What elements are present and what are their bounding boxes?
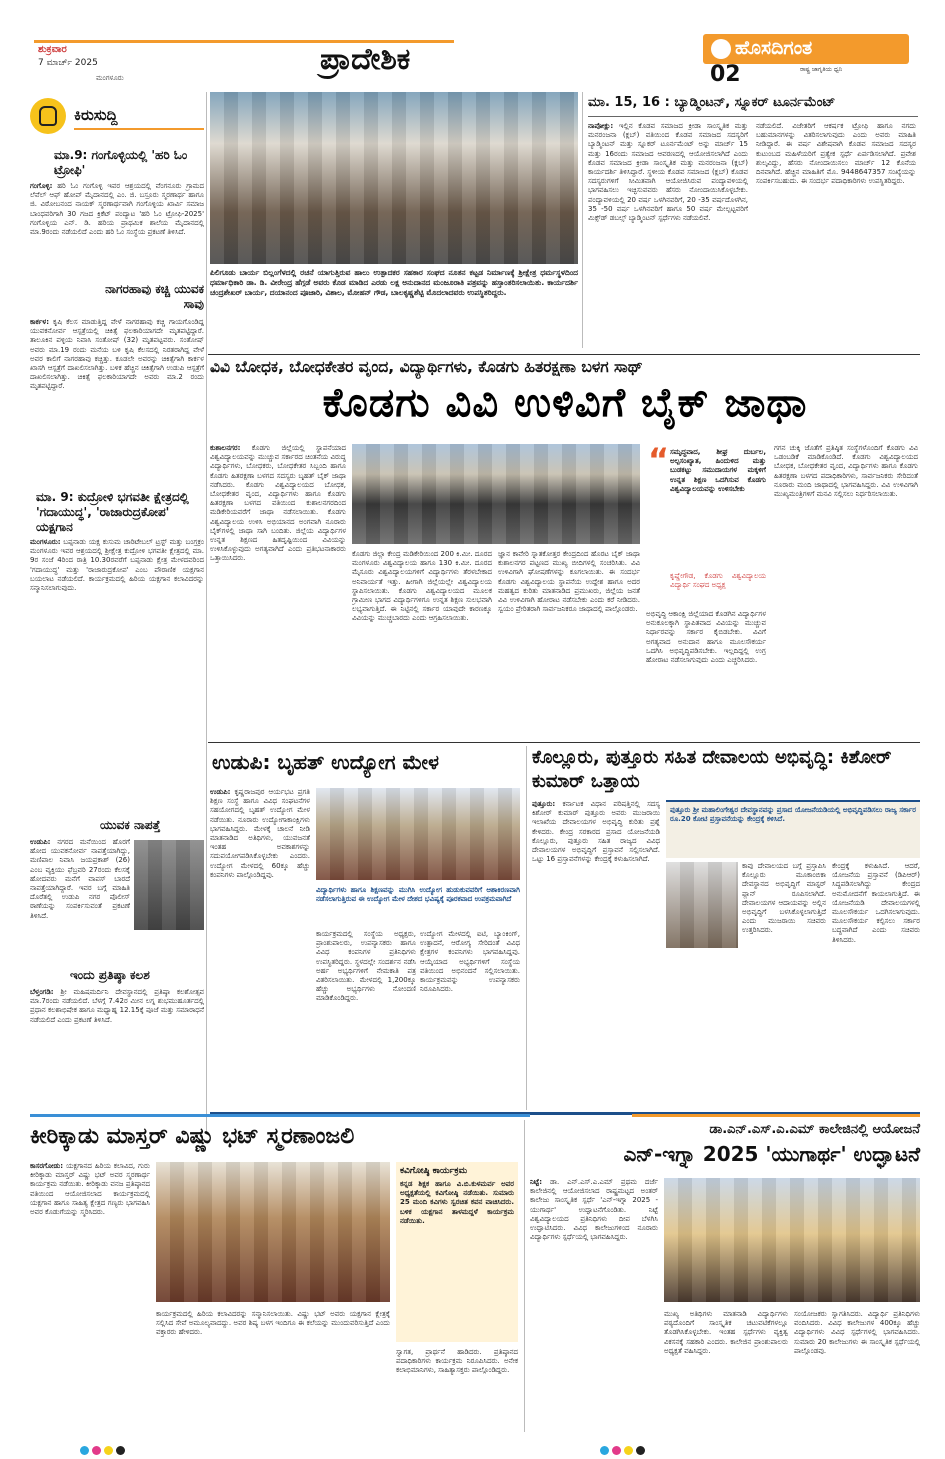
kiru-item-body: ಗಂಗೊಳ್ಳಿ: ಹರಿ ಓಂ ಗಂಗೊಳ್ಳಿ ಇವರ ಆಶ್ರಯದಲ್ಲಿ ವೆಂಗನೂರು ಗ್ರಾಮದ ಲೆವೆಲ್ ಆಫ್ ಹೋಪ್ ಮೈದಾನದಲ್ಲಿ ಎಂ. ಜಿ. ಬಸ್ರೂರು ಸ್ಮರಣಾರ್ಥ ಹಾಗೂ ಜಿ. ವಿಠೋಬನಂದ ನಾಯಕ್ ಸ್ಮರಣಾರ್ಥವಾಗಿ ಗಂಗೊಳ್ಳಿಯ ಖಾರ್ವಿ ಸಮಾಜ ಬಾಂಧವರಿಗಾಗಿ 30 ಗಜದ ಕ್ರಿಕೆಟ್ ಪಂದ್ಯಾಟ 'ಹರಿ ಓಂ ಟ್ರೋಫಿ-2025' ಗಂಗೊಳ್ಳಿಯ ಎನ್. ಡಿ. ಹರಿಯ ಪ್ರಾಥಮಿಕ ಶಾಲೆಯ ಮೈದಾನದಲ್ಲಿ ಮಾ.9ರಂದು ನಡೆಯಲಿದೆ ಎಂದು ಹರಿ ಓಂ ಸಂಸ್ಥೆಯ ಪ್ರಕಟಣೆ ತಿಳಿಸಿದೆ. (30, 182, 204, 237)
kiru-item-title: ಮಾ.9: ಗಂಗೊಳ್ಳಿಯಲ್ಲಿ 'ಹರಿ ಓಂ ಟ್ರೋಫಿ' (54, 148, 188, 177)
kiru-item-title: ನಾಗರಹಾವು ಕಚ್ಚಿ ಯುವಕ ಸಾವು (105, 282, 204, 311)
nitte-col2: ಮುಖ್ಯ ಅತಿಥಿಗಳು ಮಾತನಾಡಿ ವಿದ್ಯಾರ್ಥಿಗಳು ಪಠ್ಯದೊಂದಿಗೆ ಸಾಂಸ್ಕೃತಿಕ ಚಟುವಟಿಕೆಗಳಲ್ಲೂ ತೊಡಗಿಸಿಕೊಳ್ಳಬೇಕು. ಇಂತಹ ಸ್ಪರ್ಧೆಗಳು ವ್ಯಕ್ತಿತ್ವ ವಿಕಸನಕ್ಕೆ ಸಹಕಾರಿ ಎಂದರು. ಕಾಲೇಜಿನ ಪ್ರಾಂಶುಪಾಲರು ಅಧ್ಯಕ್ಷತೆ ವಹಿಸಿದ್ದರು. (664, 1310, 788, 1355)
nitte-event-photo (664, 1178, 920, 1302)
kiru-item-body: ಉಡುಪಿ: ನಗರದ ಮನೆಯಿಂದ ಹೊರಗೆ ಹೋದ ಯುವಕನೋರ್ವ ನಾಪತ್ತೆಯಾಗಿದ್ದು, ಮಣಿಪಾಲ ನಿವಾಸಿ ಜಯಪ್ರಕಾಶ್ (26) ಎಂಬ ವ್ಯಕ್ತಿಯು ಫೆಬ್ರವರಿ 27ರಂದು ಕೆಲಸಕ್ಕೆ ಹೋದವರು ಮನೆಗೆ ವಾಪಸ್ ಬಾರದೆ ನಾಪತ್ತೆಯಾಗಿದ್ದಾರೆ. ಇವರ ಬಗ್ಗೆ ಮಾಹಿತಿ ದೊರೆತಲ್ಲಿ ಉಡುಪಿ ನಗರ ಪೊಲೀಸ್ ಠಾಣೆಯನ್ನು ಸಂಪರ್ಕಿಸುವಂತೆ ಪ್ರಕಟಣೆ ತಿಳಿಸಿದೆ. (30, 838, 130, 920)
badminton-body-cont: ನಡೆಯಲಿದೆ. ವಿಜೇತರಿಗೆ ಆಕರ್ಷಕ ಟ್ರೋಫಿ ಹಾಗೂ ನಗದು ಬಹುಮಾನಗಳನ್ನು ವಿತರಿಸಲಾಗುವುದು ಎಂದು ಅವರು ಮಾಹಿತಿ ನೀಡಿದ್ದಾರೆ. ಈ ವರ್ಷ ವಿಶೇಷವಾಗಿ ಕೊಡವ ಸಮಾಜದ ಸದಸ್ಯರ ಕುಟುಂಬದ ಮಹಿಳೆಯರಿಗೆ ಪ್ರತ್ಯೇಕ ಸ್ಪರ್ಧೆ ಏರ್ಪಡಿಸಲಾಗಿದೆ. ಪ್ರವೇಶ ಶುಲ್ಕವಿದ್ದು, ಹೆಸರು ನೋಂದಾಯಿಸಲು ಮಾರ್ಚ್ 12 ಕೊನೆಯ ದಿನವಾಗಿದೆ. ಹೆಚ್ಚಿನ ಮಾಹಿತಿಗೆ ಮೊ. 9448647357 ಸಂಖ್ಯೆಯನ್ನು ಸಂಪರ್ಕಿಸಬಹುದು. ಈ ಸಂದರ್ಭ ಪದಾಧಿಕಾರಿಗಳು ಉಪಸ್ಥಿತರಿದ್ದರು. (756, 122, 916, 186)
black-dot (636, 1446, 645, 1455)
lead-quote-by: ಕೃಷ್ಣೇಗೌಡ, ಕೊಡಗು ವಿಶ್ವವಿದ್ಯಾಲಯ ವಿದ್ಯಾರ್ಥಿ ಸಂಘದ ಅಧ್ಯಕ್ಷ (670, 572, 766, 590)
lead-quote-box (646, 441, 766, 606)
kollur-col3: ಕೇಂದ್ರಕ್ಕೆ ಕಳುಹಿಸಿದೆ. ಆದರೆ, ಯೋಜನೆಯ ಪ್ರಸ್ತಾವನೆ (ಡಿಪಿಆರ್) ಸಿದ್ಧಪಡಿಸಲಾಗಿದ್ದು ಕೇಂದ್ರದ ಅನುಮೋದನೆಗೆ ಕಾಯಲಾಗುತ್ತಿದೆ. ಈ ಯೋಜನೆಯಡಿ ದೇವಾಲಯಗಳಲ್ಲಿ ಮೂಲಸೌಕರ್ಯ ಒದಗಿಸಲಾಗುವುದು. ಮೂಲಸೌಕರ್ಯ ಕಲ್ಪಿಸಲು ಸರ್ಕಾರ ಬದ್ಧವಾಗಿದೆ ಎಂದು ಸಚಿವರು ತಿಳಿಸಿದರು. (832, 862, 920, 944)
kollur-col2: ಕಾವು ದೇವಾಲಯದ ಬಗ್ಗೆ ಪ್ರಸ್ತಾಪಿಸಿ ಕೊಲ್ಲೂರು ಮೂಕಾಂಬಿಕಾ ದೇವಸ್ಥಾನದ ಅಭಿವೃದ್ಧಿಗೆ ಮಾಸ್ಟರ್ ಪ್ಲಾನ್ ರೂಪಿಸಲಾಗಿದೆ. ದೇವಾಲಯಗಳ ಆದಾಯವನ್ನು ಅಲ್ಲಿನ ಅಭಿವೃದ್ಧಿಗೆ ಬಳಸಿಕೊಳ್ಳಲಾಗುತ್ತಿದೆ ಎಂದು ಮುಜರಾಯಿ ಸಚಿವರು ಉತ್ತರಿಸಿದರು. (742, 862, 826, 935)
column-divider (582, 92, 583, 348)
pointing-hand-icon (39, 106, 57, 126)
kiru-item-title: ಇಂದು ಪ್ರತಿಷ್ಠಾ ಕಲಶ (70, 968, 150, 982)
quote-mark-icon: “ (648, 441, 670, 479)
cyan-dot (600, 1446, 609, 1455)
kishore-kumar-photo (666, 862, 738, 948)
section-rule (208, 354, 920, 355)
section-rule-accent (30, 1114, 530, 1117)
kollur-title: ಕೊಲ್ಲೂರು, ಪುತ್ತೂರು ಸಹಿತ ದೇವಾಲಯ ಅಭಿವೃದ್ಧಿ: ಕಿಶೋರ್ ಕುಮಾರ್ ಒತ್ತಾಯ (532, 747, 892, 792)
registration-dots (600, 1440, 648, 1459)
kiru-item-body: ಬೆಳ್ತಂಗಡಿ: ಶ್ರೀ ಮಹಿಷಮರ್ದಿನಿ ದೇವಸ್ಥಾನದಲ್ಲಿ ಪ್ರತಿಷ್ಠಾ ಕಲಶೋತ್ಸವ ಮಾ.7ರಂದು ನಡೆಯಲಿದೆ. ಬೆಳಗ್ಗೆ 7.42ರ ಮೀನ ಲಗ್ನ ಶುಭಮುಹೂರ್ತದಲ್ಲಿ ಪ್ರಧಾನ ಕಲಶಾಭಿಷೇಕ ಹಾಗೂ ಮಧ್ಯಾಹ್ನ 12.15ಕ್ಕೆ ಪೂಜೆ ಮತ್ತು ಸಮಾರಾಧನೆ ನಡೆಯಲಿದೆ ಎಂದು ಪ್ರಕಟಣೆ ತಿಳಿಸಿದೆ. (30, 988, 204, 1024)
masthead (0, 0, 945, 88)
yellow-dot (624, 1446, 633, 1455)
brand-tagline: ರಾಷ್ಟ್ರ ಜಾಗೃತಿಯ ಧ್ವನಿ (800, 66, 843, 73)
masthead-city: ಮಂಗಳೂರು (96, 74, 124, 82)
lead-col1: ಕುಶಾಲನಗರ: ಕೊಡಗು ಜಿಲ್ಲೆಯಲ್ಲಿ ಸ್ಥಾಪನೆಯಾದ ವಿಶ್ವವಿದ್ಯಾಲಯವನ್ನು ಮುಚ್ಚುವ ಸರ್ಕಾರದ ಚಿಂತನೆಯ ವಿರುದ್ಧ ವಿದ್ಯಾರ್ಥಿಗಳು, ಬೋಧಕರು, ಬೋಧಕೇತರ ಸಿಬ್ಬಂದಿ ಹಾಗೂ ಕೊಡಗು ಹಿತರಕ್ಷಣಾ ಬಳಗದ ಸದಸ್ಯರು ಬೃಹತ್ ಬೈಕ್ ಜಾಥಾ ನಡೆಸಿದರು. ಕೊಡಗು ವಿಶ್ವವಿದ್ಯಾಲಯದ ಬೋಧಕ, ಬೋಧಕೇತರ ವೃಂದ, ವಿದ್ಯಾರ್ಥಿಗಳು ಹಾಗೂ ಕೊಡಗು ಹಿತರಕ್ಷಣಾ ಬಳಗದ ವತಿಯಿಂದ ಕುಶಾಲನಗರದಿಂದ ಮಡಿಕೇರಿಯವರೆಗೆ ಜಾಥಾ ನಡೆಸಲಾಯಿತು. ಕೊಡಗು ವಿಶ್ವವಿದ್ಯಾಲಯ ಉಳಿಸಿ ಅಭಿಯಾನದ ಅಂಗವಾಗಿ ನೂರಾರು ಬೈಕ್‌ಗಳಲ್ಲಿ ಜಾಥಾ ಸಾಗಿ ಬಂದಿತು. ಜಿಲ್ಲೆಯ ವಿದ್ಯಾರ್ಥಿಗಳ ಉನ್ನತ ಶಿಕ್ಷಣದ ಹಿತದೃಷ್ಟಿಯಿಂದ ವಿವಿಯನ್ನು ಉಳಿಸಿಕೊಳ್ಳುವುದು ಅಗತ್ಯವಾಗಿದೆ ಎಂದು ಪ್ರತಿಭಟನಾಕಾರರು ಒತ್ತಾಯಿಸಿದರು. (210, 444, 346, 563)
vishnu-col3: ಸ್ವಾಗತ, ಪ್ರಾರ್ಥನೆ ಹಾಡಿದರು. ಪ್ರತಿಷ್ಠಾನದ ಪದಾಧಿಕಾರಿಗಳು ಕಾರ್ಯಕ್ರಮ ನಿರೂಪಿಸಿದರು. ಅನೇಕ ಕಲಾಭಿಮಾನಿಗಳು, ಸಾಹಿತ್ಯಾಸಕ್ತರು ಪಾಲ್ಗೊಂಡಿದ್ದರು. (396, 1348, 518, 1375)
column-divider (524, 1120, 525, 1432)
vishnu-box (396, 1162, 518, 1342)
section-rule-accent (632, 1114, 920, 1117)
nitte-col3: ಸಂಯೋಜಕರು ಸ್ವಾಗತಿಸಿದರು. ವಿದ್ಯಾರ್ಥಿ ಪ್ರತಿನಿಧಿಗಳು ವಂದಿಸಿದರು. ವಿವಿಧ ಕಾಲೇಜುಗಳ 400ಕ್ಕೂ ಹೆಚ್ಚು ವಿದ್ಯಾರ್ಥಿಗಳು ವಿವಿಧ ಸ್ಪರ್ಧೆಗಳಲ್ಲಿ ಭಾಗವಹಿಸಿದರು. ಸುಮಾರು 20 ಕಾಲೇಜುಗಳು ಈ ಸಾಂಸ್ಕೃತಿಕ ಸ್ಪರ್ಧೆಯಲ್ಲಿ ಪಾಲ್ಗೊಂಡವು. (794, 1310, 920, 1355)
milk-society-photo (210, 92, 578, 264)
brand-name: ಹೊಸದಿಗಂತ (735, 37, 813, 59)
kollur-box (666, 800, 920, 858)
lead-col2: ಕೊಡಗು ಜಿಲ್ಲಾ ಕೇಂದ್ರ ಮಡಿಕೇರಿಯಿಂದ 200 ಕಿ.ಮೀ. ದೂರದ ಮಂಗಳೂರು ವಿಶ್ವವಿದ್ಯಾಲಯ ಹಾಗೂ 130 ಕಿ.ಮೀ. ದೂರದ ಮೈಸೂರು ವಿಶ್ವವಿದ್ಯಾಲಯಗಳಿಗೆ ವಿದ್ಯಾರ್ಥಿಗಳು ತೆರಳಬೇಕಾದ ಅನಿವಾರ್ಯತೆ ಇತ್ತು. ಹೀಗಾಗಿ ಜಿಲ್ಲೆಯಲ್ಲೇ ವಿಶ್ವವಿದ್ಯಾಲಯ ಸ್ಥಾಪಿಸಲಾಯಿತು. ಕೊಡಗು ವಿಶ್ವವಿದ್ಯಾಲಯದ ಮೂಲಕ ಗ್ರಾಮೀಣ ಭಾಗದ ವಿದ್ಯಾರ್ಥಿಗಳಿಗೂ ಉನ್ನತ ಶಿಕ್ಷಣ ಸುಲಭವಾಗಿ ಲಭ್ಯವಾಗುತ್ತಿದೆ. ಈ ನಿಟ್ಟಿನಲ್ಲಿ ಸರ್ಕಾರ ಯಾವುದೇ ಕಾರಣಕ್ಕೂ ವಿವಿಯನ್ನು ಮುಚ್ಚಬಾರದು ಎಂದು ಆಗ್ರಹಿಸಲಾಯಿತು. (352, 550, 492, 623)
section-rule (208, 742, 920, 743)
bike-rally-photo (352, 444, 640, 544)
kiru-label: ಕಿರುಸುದ್ದಿ (74, 106, 118, 124)
cyan-dot (80, 1446, 89, 1455)
missing-person-photo (134, 840, 204, 930)
nitte-kicker: ಡಾ.ಎನ್.ಎಸ್.ಎ.ಎಮ್ ಕಾಲೇಜಿನಲ್ಲಿ ಆಯೋಜನೆ (709, 1122, 920, 1137)
page-number: 02 (710, 62, 741, 87)
brand-block (703, 34, 909, 64)
kiru-item-title: ಯುವಕ ನಾಪತ್ತೆ (100, 818, 161, 832)
black-dot (116, 1446, 125, 1455)
brand-logo-icon (711, 39, 731, 59)
vishnu-col1: ಕಾಸರಗೋಡು: ಯಕ್ಷಗಾನದ ಹಿರಿಯ ಕಲಾವಿದ, ಗುರು ಕೀರಿಕ್ಕಾಡು ಮಾಸ್ತರ್ ವಿಷ್ಣು ಭಟ್ ಅವರ ಸ್ಮರಣಾರ್ಥ ಕಾರ್ಯಕ್ರಮ ನಡೆಯಿತು. ಕೀರಿಕ್ಕಾಡು ವನಜ ಪ್ರತಿಷ್ಠಾನದ ವತಿಯಿಂದ ಆಯೋಜಿಸಲಾದ ಕಾರ್ಯಕ್ರಮದಲ್ಲಿ ಯಕ್ಷಗಾನ ಹಾಗೂ ಸಾಹಿತ್ಯ ಕ್ಷೇತ್ರದ ಗಣ್ಯರು ಭಾಗವಹಿಸಿ ಅವರ ಕೊಡುಗೆಯನ್ನು ಸ್ಮರಿಸಿದರು. (30, 1162, 150, 1217)
udupi-title: ಉಡುಪಿ: ಬೃಹತ್ ಉದ್ಯೋಗ ಮೇಳ (212, 750, 439, 774)
kollur-col1: ಪುತ್ತೂರು: ಕರ್ನಾಟಕ ವಿಧಾನ ಪರಿಷತ್ತಿನಲ್ಲಿ ಸದಸ್ಯ ಕಿಶೋರ್ ಕುಮಾರ್ ಪುತ್ತೂರು ಅವರು ಮುಜರಾಯಿ ಇಲಾಖೆಯ ದೇವಾಲಯಗಳ ಅಭಿವೃದ್ಧಿ ಕುರಿತು ಪ್ರಶ್ನೆ ಕೇಳಿದರು. ಕೇಂದ್ರ ಸರಕಾರದ ಪ್ರಸಾದ ಯೋಜನೆಯಡಿ ಕೊಲ್ಲೂರು, ಪುತ್ತೂರು ಸಹಿತ ರಾಜ್ಯದ ವಿವಿಧ ದೇವಾಲಯಗಳ ಅಭಿವೃದ್ಧಿಗೆ ಪ್ರಸ್ತಾವನೆ ಸಲ್ಲಿಸಲಾಗಿದೆ. ಒಟ್ಟು 16 ಪ್ರಸ್ತಾವನೆಗಳನ್ನು ಕೇಂದ್ರಕ್ಕೆ ಕಳುಹಿಸಲಾಗಿದೆ. (532, 800, 660, 864)
badminton-body: ನಾಪೋಕ್ಲು: ಇಲ್ಲಿನ ಕೊಡವ ಸಮಾಜದ ಕ್ರೀಡಾ ಸಾಂಸ್ಕೃತಿಕ ಮತ್ತು ಮನರಂಜನಾ (ಕ್ಲಬ್) ವತಿಯಿಂದ ಕೊಡವ ಸಮಾಜದ ಸದಸ್ಯರಿಗೆ ಬ್ಯಾಡ್ಮಿಂಟನ್ ಮತ್ತು ಸ್ನೂಕರ್ ಟೂರ್ನಮೆಂಟ್ ಅನ್ನು ಮಾರ್ಚ್ 15 ಮತ್ತು 16ರಂದು ಸಮಾಜದ ಆವರಣದಲ್ಲಿ ಆಯೋಜಿಸಲಾಗಿದೆ ಎಂದು ಕೊಡವ ಸಮಾಜದ ಕ್ರೀಡಾ ಸಾಂಸ್ಕೃತಿಕ ಮತ್ತು ಮನರಂಜನಾ (ಕ್ಲಬ್) ಕಾರ್ಯದರ್ಶಿ ತಿಳಿಸಿದ್ದಾರೆ. ಸ್ಥಳೀಯ ಕೊಡವ ಸಮಾಜದ (ಕ್ಲಬ್) ಕೊಡವ ಸದಸ್ಯರುಗಳಿಗೆ ಸೀಮಿತವಾಗಿ ಆಯೋಜಿಸಿರುವ ಪಂದ್ಯಾವಳಿಯಲ್ಲಿ ಭಾಗವಹಿಸಲು ಇಚ್ಛಿಸುವವರು ಹೆಸರು ನೋಂದಾಯಿಸಿಕೊಳ್ಳಬೇಕು. ಪಂದ್ಯಾವಳಿಯಲ್ಲಿ 20 ವರ್ಷ ಒಳಗಿನವರಿಗೆ, 20 -35 ವರ್ಷದೊಳಗಿನ, 35 -50 ವರ್ಷ ಒಳಗಿನವರಿಗೆ ಹಾಗೂ 50 ವರ್ಷ ಮೇಲ್ಪಟ್ಟವರಿಗೆ ಮಿಕ್ಸ್‌ಡ್ ಡಬಲ್ಸ್ ಬ್ಯಾಡ್ಮಿಂಟನ್ ಸ್ಪರ್ಧೆಗಳು ನಡೆಯಲಿವೆ. (588, 122, 748, 223)
lead-col4: ಅಭಿವೃದ್ಧಿ ಆಕಾಂಕ್ಷಿ ಜಿಲ್ಲೆಯಾದ ಕೊಡಗಿನ ವಿದ್ಯಾರ್ಥಿಗಳ ಅನುಕೂಲಕ್ಕಾಗಿ ಸ್ಥಾಪಿತವಾದ ವಿವಿಯನ್ನು ಮುಚ್ಚುವ ನಿರ್ಧಾರವನ್ನು ಸರ್ಕಾರ ಕೈಬಿಡಬೇಕು. ವಿವಿಗೆ ಅಗತ್ಯವಾದ ಅನುದಾನ ಹಾಗೂ ಮೂಲಸೌಕರ್ಯ ಒದಗಿಸಿ ಅಭಿವೃದ್ಧಿಪಡಿಸಬೇಕು. ಇಲ್ಲದಿದ್ದಲ್ಲಿ ಉಗ್ರ ಹೋರಾಟ ನಡೆಸಲಾಗುವುದು ಎಂದು ಎಚ್ಚರಿಸಿದರು. (646, 610, 766, 665)
lead-col3: ಜ್ಞಾನ ಕಾವೇರಿ ಸ್ನಾತಕೋತ್ತರ ಕೇಂದ್ರದಿಂದ ಹೊರಟ ಬೈಕ್ ಜಾಥಾ ಕುಶಾಲನಗರ ಪಟ್ಟಣದ ಮುಖ್ಯ ಬೀದಿಗಳಲ್ಲಿ ಸಂಚರಿಸಿತು. ವಿವಿ ಉಳಿವಿಗಾಗಿ ಘೋಷಣೆಗಳನ್ನು ಕೂಗಲಾಯಿತು. ಈ ಸಂದರ್ಭ ಕೊಡಗು ವಿಶ್ವವಿದ್ಯಾಲಯ ಸ್ಥಾಪನೆಯ ಉದ್ದೇಶ ಹಾಗೂ ಅದರ ಮಹತ್ವದ ಕುರಿತು ಮಾತನಾಡಿದ ಪ್ರಮುಖರು, ಜಿಲ್ಲೆಯ ಜನತೆ ವಿವಿ ಉಳಿವಿಗಾಗಿ ಹೋರಾಟ ನಡೆಸಬೇಕು ಎಂದು ಕರೆ ನೀಡಿದರು. ಸ್ವಯಂ ಪ್ರೇರಿತರಾಗಿ ಸಾರ್ವಜನಿಕರೂ ಜಾಥಾದಲ್ಲಿ ಪಾಲ್ಗೊಂಡರು. (498, 550, 640, 614)
badminton-title: ಮಾ. 15, 16 : ಬ್ಯಾಡ್ಮಿಂಟನ್, ಸ್ನೂಕರ್ ಟೂರ್ನಮೆಂಟ್ (588, 95, 836, 110)
udupi-col1: ಉಡುಪಿ: ಕೃಷ್ಣರಾಜಪುರ ಆರ್ಯಭಟ ಪ್ರಗತಿ ಶಿಕ್ಷಣ ಸಂಸ್ಥೆ ಹಾಗೂ ವಿವಿಧ ಸಂಘಟನೆಗಳ ಸಹಯೋಗದಲ್ಲಿ ಬೃಹತ್ ಉದ್ಯೋಗ ಮೇಳ ನಡೆಯಿತು. ನೂರಾರು ಉದ್ಯೋಗಾಕಾಂಕ್ಷಿಗಳು ಭಾಗವಹಿಸಿದ್ದರು. ಮೇಳಕ್ಕೆ ಚಾಲನೆ ನೀಡಿ ಮಾತನಾಡಿದ ಅತಿಥಿಗಳು, ಯುವಜನತೆ ಇಂತಹ ಅವಕಾಶಗಳನ್ನು ಸದುಪಯೋಗಪಡಿಸಿಕೊಳ್ಳಬೇಕು ಎಂದರು. ಉದ್ಯೋಗ ಮೇಳದಲ್ಲಿ 60ಕ್ಕೂ ಹೆಚ್ಚು ಕಂಪನಿಗಳು ಪಾಲ್ಗೊಂಡಿದ್ದವು. (210, 788, 310, 879)
registration-dots (80, 1440, 128, 1459)
kiru-column (30, 92, 204, 822)
magenta-dot (92, 1446, 101, 1455)
kiru-column-lower (30, 818, 204, 1128)
nitte-col1: ನಿಟ್ಟೆ: ಡಾ. ಎನ್.ಎಸ್.ಎ.ಎಮ್ ಪ್ರಥಮ ದರ್ಜೆ ಕಾಲೇಜಿನಲ್ಲಿ ಆಯೋಜಿಸಲಾದ ರಾಷ್ಟ್ರಮಟ್ಟದ ಅಂತರ್ ಕಾಲೇಜು ಸಾಂಸ್ಕೃತಿಕ ಸ್ಪರ್ಧೆ 'ಎನ್-ಇಗ್ನಾ 2025 - ಯುಗಾರ್ಥ' ಉದ್ಘಾಟನೆಗೊಂಡಿತು. ನಿಟ್ಟೆ ವಿಶ್ವವಿದ್ಯಾಲಯದ ಪ್ರತಿನಿಧಿಗಳು ದೀಪ ಬೆಳಗಿಸಿ ಉದ್ಘಾಟಿಸಿದರು. ವಿವಿಧ ಕಾಲೇಜುಗಳಿಂದ ನೂರಾರು ವಿದ್ಯಾರ್ಥಿಗಳು ಸ್ಪರ್ಧೆಯಲ್ಲಿ ಭಾಗವಹಿಸಿದ್ದರು. (530, 1178, 658, 1242)
lead-headline: ಕೊಡಗು ವಿವಿ ಉಳಿವಿಗೆ ಬೈಕ್ ಜಾಥಾ (322, 380, 808, 426)
kiru-label-rule (74, 128, 204, 130)
badminton-title-rule (588, 116, 918, 117)
udupi-col3: ಉದ್ಯೋಗ ಮೇಳದಲ್ಲಿ ಐಟಿ, ಬ್ಯಾಂಕಿಂಗ್, ಉತ್ಪಾದನೆ, ಆರೋಗ್ಯ ಸೇರಿದಂತೆ ವಿವಿಧ ಕ್ಷೇತ್ರಗಳ ಕಂಪನಿಗಳು ಭಾಗವಹಿಸಿದ್ದವು. ಆಯ್ಕೆಯಾದ ಅಭ್ಯರ್ಥಿಗಳಿಗೆ ಸಂಸ್ಥೆಯ ವತಿಯಿಂದ ಅಭಿನಂದನೆ ಸಲ್ಲಿಸಲಾಯಿತು. ಕಾರ್ಯಕ್ರಮವನ್ನು ಉಪನ್ಯಾಸಕರು ನಿರೂಪಿಸಿದರು. (420, 930, 520, 994)
lead-col5: ಗಗನ ಚುಕ್ಕಿ ಜೊತೆಗೆ ಪ್ರತಿಷ್ಠಿತ ಸಂಸ್ಥೆಗಳೊಂದಿಗೆ ಕೊಡಗು ವಿವಿ ಒಡಂಬಡಿಕೆ ಮಾಡಿಕೊಂಡಿದೆ. ಕೊಡಗು ವಿಶ್ವವಿದ್ಯಾಲಯದ ಬೋಧಕ, ಬೋಧಕೇತರ ವೃಂದ, ವಿದ್ಯಾರ್ಥಿಗಳು ಹಾಗೂ ಕೊಡಗು ಹಿತರಕ್ಷಣಾ ಬಳಗದ ಪದಾಧಿಕಾರಿಗಳು, ಸಾರ್ವಜನಿಕರು ಸೇರಿದಂತೆ ನೂರಾರು ಮಂದಿ ಜಾಥಾದಲ್ಲಿ ಭಾಗವಹಿಸಿದ್ದರು. ವಿವಿ ಉಳಿವಿಗಾಗಿ ಮುಖ್ಯಮಂತ್ರಿಗಳಿಗೆ ಮನವಿ ಸಲ್ಲಿಸಲು ನಿರ್ಧರಿಸಲಾಯಿತು. (774, 444, 918, 499)
kiru-badge (30, 98, 66, 134)
vishnu-box-title: ಕವಿಗೋಷ್ಠಿ ಕಾರ್ಯಕ್ರಮ (400, 1166, 468, 1176)
section-title: ಪ್ರಾದೇಶಿಕ (320, 42, 411, 77)
kiru-item-body: ಕಾರ್ಕಳ: ಕೃಷಿ ಕೆಲಸ ಮಾಡುತ್ತಿದ್ದ ವೇಳೆ ನಾಗರಹಾವು ಕಚ್ಚಿ ಗಾಯಗೊಂಡಿದ್ದ ಯುವಕನೋರ್ವ ಆಸ್ಪತ್ರೆಯಲ್ಲಿ ಚಿಕಿತ್ಸೆ ಫಲಕಾರಿಯಾಗದೇ ಮೃತಪಟ್ಟಿದ್ದಾರೆ. ತಾಲೂಕಿನ ಪಳ್ಳಿಯ ನಿವಾಸಿ ಸಂತೋಷ್ (32) ಮೃತಪಟ್ಟವರು. ಸಂತೋಷ್ ಅವರು ಮಾ.19 ರಂದು ಮನೆಯ ಬಳಿ ಕೃಷಿ ಕೆಲಸದಲ್ಲಿ ನಿರತರಾಗಿದ್ದ ವೇಳೆ ಅವರ ಕಾಲಿಗೆ ನಾಗರಹಾವು ಕಚ್ಚಿತ್ತು. ಕೂಡಲೇ ಅವರನ್ನು ಚಿಕಿತ್ಸೆಗಾಗಿ ಕಾರ್ಕಳ ಖಾಸಗಿ ಆಸ್ಪತ್ರೆಗೆ ದಾಖಲಿಸಲಾಗಿತ್ತು. ಬಳಿಕ ಹೆಚ್ಚಿನ ಚಿಕಿತ್ಸೆಗಾಗಿ ಉಡುಪಿ ಆಸ್ಪತ್ರೆಗೆ ದಾಖಲಿಸಲಾಗಿತ್ತು. ಚಿಕಿತ್ಸೆ ಫಲಕಾರಿಯಾಗದೇ ಅವರು ಮಾ.2 ರಂದು ಮೃತಪಟ್ಟಿದ್ದಾರೆ. (30, 318, 204, 391)
lead-kicker: ವಿವಿ ಬೋಧಕ, ಬೋಧಕೇತರ ವೃಂದ, ವಿದ್ಯಾರ್ಥಿಗಳು, ಕೊಡಗು ಹಿತರಕ್ಷಣಾ ಬಳಗ ಸಾಥ್ (210, 358, 643, 376)
masthead-date: 7 ಮಾರ್ಚ್ 2025 (38, 58, 98, 68)
vishnu-title: ಕೀರಿಕ್ಕಾಡು ಮಾಸ್ತರ್ ವಿಷ್ಣು ಭಟ್ ಸ್ಮರಣಾಂಜಲಿ (30, 1124, 355, 1149)
job-fair-photo (316, 788, 520, 880)
magenta-dot (612, 1446, 621, 1455)
masthead-day: ಶುಕ್ರವಾರ (38, 44, 67, 55)
vishnu-event-photo (156, 1162, 390, 1302)
milk-society-caption: ಪಿಲಿಗೂಡು ಬಾರ್ಯ ಬಿಲ್ಲಂಗೆಳದಲ್ಲಿ ರಚನೆ ಯಾಗುತ್ತಿರುವ ಹಾಲು ಉತ್ಪಾದಕರ ಸಹಕಾರ ಸಂಘದ ನೂತನ ಕಟ್ಟಡ ನಿರ್ಮಾಣಕ್ಕೆ ಶ್ರೀಕ್ಷೇತ್ರ ಧರ್ಮಸ್ಥಳದಿಂದ ಧರ್ಮಾಧಿಕಾರಿ ಡಾ. ಡಿ. ವೀರೇಂದ್ರ ಹೆಗ್ಗಡೆ ಅವರು ಕೊಡ ಮಾಡಿದ ಎರಡು ಲಕ್ಷ ಅನುದಾನದ ಮಂಜೂರಾತಿ ಪತ್ರವನ್ನು ಹಸ್ತಾಂತರಿಸಲಾಯಿತು. ಕಾರ್ಯದರ್ಶಿ ಚಂದ್ರಶೇಖರ್ ಬಾರ್ಯ, ದಯಾನಂದ ಪೂಜಾರಿ, ವಿಶಾಲ, ಮೋಹನ್ ಗೌಡ, ಬಾಲಕೃಷ್ಣಶೆಟ್ಟಿ ಮೊದಲಾದವರು ಉಪಸ್ಥಿತರಿದ್ದರು. (210, 268, 578, 297)
udupi-highlight: ವಿದ್ಯಾರ್ಥಿಗಳು ಹಾಗೂ ಶಿಕ್ಷಣವನ್ನು ಮುಗಿಸಿ ಉದ್ಯೋಗ ಹುಡುಕುವವರಿಗೆ ಆಶಾಕಿರಣವಾಗಿ ನಡೆಸಲಾಗುತ್ತಿರುವ ಈ ಉದ್ಯೋಗ ಮೇಳ ದೇಶದ ಭವಿಷ್ಯಕ್ಕೆ ಪೂರಕವಾದ ಉಪಕ್ರಮವಾಗಿದೆ (316, 886, 520, 904)
column-divider (526, 746, 527, 1110)
yellow-dot (104, 1446, 113, 1455)
kollur-box-text: ಪುತ್ತೂರು ಶ್ರೀ ಮಹಾಲಿಂಗೇಶ್ವರ ದೇವಸ್ಥಾನವನ್ನು ಪ್ರಸಾದ ಯೋಜನೆಯಡಿಯಲ್ಲಿ ಅಭಿವೃದ್ಧಿಪಡಿಸಲು ರಾಜ್ಯ ಸರ್ಕಾರ ರೂ.20 ಕೋಟಿ ಪ್ರಸ್ತಾವನೆಯನ್ನು ಕೇಂದ್ರಕ್ಕೆ ಕಳಿಸಿದೆ. (670, 806, 916, 824)
nitte-title: ಎನ್-ಇಗ್ನಾ 2025 'ಯುಗಾರ್ಥ' ಉದ್ಘಾಟನೆ (623, 1142, 920, 1166)
kiru-item-body: ಮಂಗಳೂರು: ಬಪ್ಪನಾಡು ಯಕ್ಷ ಕುಸುಮ ಚಾರಿಟೇಬಲ್ ಟ್ರಸ್ಟ್ ಮತ್ತು ಬಂಗ್ರಕ್ರಂ ಮಂಗಳೂರು ಇವರ ಆಶ್ರಯದಲ್ಲಿ ಶ್ರೀಕ್ಷೇತ್ರ ಕುದ್ರೋಳಿ ಭಗವತೀ ಕ್ಷೇತ್ರದಲ್ಲಿ ಮಾ. 9ರ ಸಂಜೆ 4ರಿಂದ ರಾತ್ರಿ 10.30ರವರೆಗೆ ಬಪ್ಪನಾಡು ಕ್ಷೇತ್ರ ಮೇಳದವರಿಂದ 'ಗದಾಯುದ್ಧ' ಮತ್ತು 'ರಾಜಾರುದ್ರಕೋಪ' ಎಂಬ ಪೌರಾಣಿಕ ಯಕ್ಷಗಾನ ಬಯಲಾಟ ನಡೆಯಲಿದೆ. ಕಾರ್ಯಕ್ರಮದಲ್ಲಿ ಹಿರಿಯ ಯಕ್ಷಗಾನ ಕಲಾವಿದರನ್ನು ಸನ್ಮಾನಿಸಲಾಗುವುದು. (30, 538, 204, 593)
vishnu-col2: ಕಾರ್ಯಕ್ರಮದಲ್ಲಿ ಹಿರಿಯ ಕಲಾವಿದರನ್ನು ಸನ್ಮಾನಿಸಲಾಯಿತು. ವಿಷ್ಣು ಭಟ್ ಅವರು ಯಕ್ಷಗಾನ ಕ್ಷೇತ್ರಕ್ಕೆ ಸಲ್ಲಿಸಿದ ಸೇವೆ ಅಮೂಲ್ಯವಾದದ್ದು. ಅವರ ಶಿಷ್ಯ ಬಳಗ ಇಂದಿಗೂ ಈ ಕಲೆಯನ್ನು ಮುಂದುವರಿಸುತ್ತಿದೆ ಎಂದು ವಕ್ತಾರರು ಹೇಳಿದರು. (156, 1310, 390, 1337)
lead-quote: ಸಮೃದ್ಧವಾದ, ಶೀಘ್ರ ದುರ್ಬಲ, ಅಲ್ಪಸಂಖ್ಯಾತ, ಹಿಂದುಳಿದ ಮತ್ತು ಬುಡಕಟ್ಟು ಸಮುದಾಯಗಳ ಮಕ್ಕಳಿಗೆ ಉನ್ನತ ಶಿಕ್ಷಣ ಒದಗಿಸುವ ಕೊಡಗು ವಿಶ್ವವಿದ್ಯಾಲಯವನ್ನು ಉಳಿಸಬೇಕು (670, 448, 766, 493)
kiru-item-title: ಮಾ. 9: ಕುದ್ರೋಳಿ ಭಗವತೀ ಕ್ಷೇತ್ರದಲ್ಲಿ 'ಗದಾಯುದ್ಧ', 'ರಾಜಾರುದ್ರಕೋಪ' ಯಕ್ಷಗಾನ (36, 490, 189, 534)
udupi-col2: ಕಾರ್ಯಕ್ರಮದಲ್ಲಿ ಸಂಸ್ಥೆಯ ಅಧ್ಯಕ್ಷರು, ಪ್ರಾಂಶುಪಾಲರು, ಉಪನ್ಯಾಸಕರು ಹಾಗೂ ವಿವಿಧ ಕಂಪನಿಗಳ ಪ್ರತಿನಿಧಿಗಳು ಉಪಸ್ಥಿತರಿದ್ದರು. ಸ್ಥಳದಲ್ಲೇ ಸಂದರ್ಶನ ನಡೆಸಿ ಅರ್ಹ ಅಭ್ಯರ್ಥಿಗಳಿಗೆ ನೇಮಕಾತಿ ಪತ್ರ ವಿತರಿಸಲಾಯಿತು. ಮೇಳದಲ್ಲಿ 1,200ಕ್ಕೂ ಹೆಚ್ಚು ಅಭ್ಯರ್ಥಿಗಳು ನೋಂದಣಿ ಮಾಡಿಕೊಂಡಿದ್ದರು. (316, 930, 416, 1003)
vishnu-box-body: ಕನ್ನಡ ಶಿಕ್ಷಕ ಹಾಗೂ ವಿ.ಬಿ.ಕುಳಮರ್ವ ಅವರ ಅಧ್ಯಕ್ಷತೆಯಲ್ಲಿ ಕವಿಗೋಷ್ಠಿ ನಡೆಯಿತು. ಸುಮಾರು 25 ಮಂದಿ ಕವಿಗಳು ಸ್ವರಚಿತ ಕವನ ವಾಚಿಸಿದರು. ಬಳಿಕ ಯಕ್ಷಗಾನ ತಾಳಮದ್ದಳೆ ಕಾರ್ಯಕ್ರಮ ನಡೆಯಿತು. (400, 1180, 514, 1225)
column-divider (206, 92, 207, 1132)
